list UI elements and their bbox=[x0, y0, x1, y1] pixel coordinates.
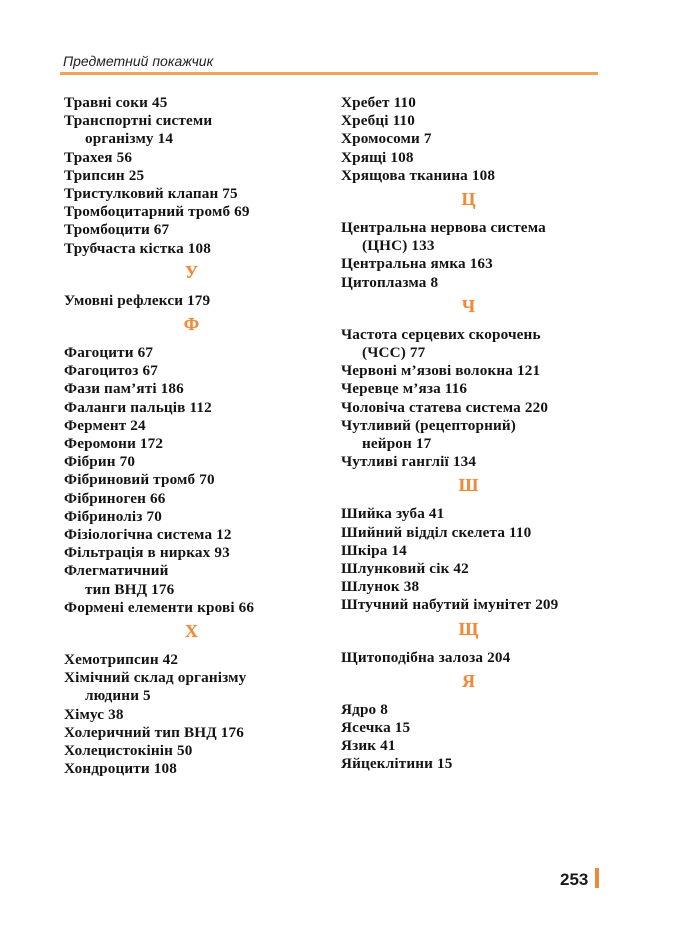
index-entry bbox=[64, 599, 324, 617]
index-letter-heading: Я bbox=[462, 670, 475, 691]
index-entry-term: Фагоцитоз 67 bbox=[64, 362, 158, 380]
index-entry bbox=[341, 524, 611, 542]
index-entry bbox=[64, 490, 324, 508]
index-entry-continuation: (ЦНС) 133 bbox=[362, 237, 435, 255]
index-entry bbox=[341, 362, 611, 380]
index-group bbox=[64, 651, 324, 778]
index-group bbox=[341, 505, 611, 614]
index-entry bbox=[64, 669, 324, 705]
index-entry-term: Ядро 8 bbox=[341, 700, 388, 718]
index-entry-term: Червоні м’язові волокна 121 bbox=[341, 362, 541, 380]
index-entry-term: Фібриноліз 70 bbox=[64, 507, 162, 525]
index-entry bbox=[64, 417, 324, 435]
index-letter-heading: Ф bbox=[183, 314, 200, 335]
index-entry-term: Формені елементи крові 66 bbox=[64, 598, 255, 616]
index-group bbox=[341, 326, 611, 472]
index-entry bbox=[64, 362, 324, 380]
index-entry-term: Трубчаста кістка 108 bbox=[64, 239, 212, 257]
index-entry bbox=[341, 94, 611, 112]
index-entry bbox=[64, 112, 324, 148]
index-entry bbox=[64, 742, 324, 760]
index-entry bbox=[64, 526, 324, 544]
index-entry-term: Хімус 38 bbox=[64, 705, 124, 723]
index-group bbox=[341, 701, 611, 774]
index-entry bbox=[341, 417, 611, 453]
index-entry bbox=[64, 221, 324, 239]
index-entry-term: Фібрин 70 bbox=[64, 453, 136, 471]
index-entry-term: Феромони 172 bbox=[64, 435, 164, 453]
index-entry bbox=[64, 724, 324, 742]
index-entry-term: Частота серцевих скорочень bbox=[341, 325, 541, 343]
index-entry-term: Фібриновий тромб 70 bbox=[64, 471, 215, 489]
index-entry bbox=[64, 149, 324, 167]
index-group bbox=[341, 219, 611, 292]
index-entry bbox=[64, 562, 324, 598]
index-entry bbox=[64, 292, 324, 310]
index-entry-term: Тристулковий клапан 75 bbox=[64, 185, 238, 203]
index-entry bbox=[341, 737, 611, 755]
index-entry bbox=[341, 380, 611, 398]
index-entry-term: Штучний набутий імунітет 209 bbox=[341, 596, 559, 614]
index-letter-heading: Ч bbox=[461, 295, 476, 316]
index-entry bbox=[341, 505, 611, 523]
index-entry-term: Хребет 110 bbox=[341, 94, 416, 111]
index-entry-term: Хрящова тканина 108 bbox=[341, 166, 496, 184]
index-entry bbox=[341, 755, 611, 773]
index-entry-term: Шийний відділ скелета 110 bbox=[341, 523, 532, 541]
index-entry-term: Фази пам’яті 186 bbox=[64, 380, 184, 398]
index-letter-heading: Х bbox=[185, 621, 198, 642]
index-entry-term: Флегматичний bbox=[64, 562, 169, 580]
index-entry bbox=[64, 240, 324, 258]
index-entry bbox=[341, 219, 611, 255]
index-entry bbox=[64, 508, 324, 526]
index-entry bbox=[341, 542, 611, 560]
index-entry-continuation: організму 14 bbox=[85, 130, 174, 148]
index-entry bbox=[341, 149, 611, 167]
index-entry-term: Фагоцити 67 bbox=[64, 344, 154, 362]
index-entry-term: Чутливий (рецепторний) bbox=[341, 416, 516, 434]
index-group bbox=[341, 649, 611, 667]
index-entry bbox=[341, 719, 611, 737]
index-entry-term: Черевце м’яза 116 bbox=[341, 380, 468, 398]
index-entry-term: Фермент 24 bbox=[64, 416, 146, 434]
running-header-title: Предметний покажчик bbox=[63, 53, 214, 69]
index-entry bbox=[64, 399, 324, 417]
page-number-accent-bar bbox=[595, 868, 599, 888]
index-entry-term: Фільтрація в нирках 93 bbox=[64, 544, 230, 562]
index-entry-term: Язик 41 bbox=[341, 737, 396, 755]
index-entry bbox=[341, 596, 611, 614]
index-entry-term: Трахея 56 bbox=[64, 148, 133, 166]
index-entry-term: Холецистокінін 50 bbox=[64, 742, 193, 760]
index-entry-term: Чутливі ганглії 134 bbox=[341, 453, 477, 471]
index-entry-term: Хребці 110 bbox=[341, 112, 415, 130]
index-group bbox=[64, 94, 324, 258]
index-entry bbox=[341, 112, 611, 130]
index-entry bbox=[341, 130, 611, 148]
index-entry bbox=[64, 706, 324, 724]
index-entry-continuation: людини 5 bbox=[85, 687, 151, 705]
index-group bbox=[64, 344, 324, 617]
index-entry bbox=[64, 760, 324, 778]
index-column-right bbox=[341, 94, 611, 774]
index-entry bbox=[341, 274, 611, 292]
index-entry-term: Фібриноген 66 bbox=[64, 489, 166, 507]
index-entry-term: Фаланги пальців 112 bbox=[64, 398, 212, 416]
index-entry-term: Тромбоцити 67 bbox=[64, 221, 170, 239]
index-letter-heading: Щ bbox=[458, 618, 479, 639]
header-rule bbox=[60, 72, 598, 75]
index-group bbox=[64, 292, 324, 310]
index-column-left bbox=[64, 94, 324, 779]
index-entry bbox=[64, 167, 324, 185]
index-entry bbox=[341, 453, 611, 471]
index-entry-term: Трипсин 25 bbox=[64, 166, 145, 184]
index-entry-term: Хромосоми 7 bbox=[341, 130, 432, 148]
page-number: 253 bbox=[560, 870, 589, 889]
index-letter-heading: У bbox=[184, 261, 199, 282]
index-entry-continuation: тип ВНД 176 bbox=[85, 580, 175, 598]
index-entry-term: Шийка зуба 41 bbox=[341, 505, 445, 523]
index-entry-term: Хондроцити 108 bbox=[64, 760, 177, 778]
index-entry-term: Холеричний тип ВНД 176 bbox=[64, 723, 244, 741]
index-entry-term: Цитоплазма 8 bbox=[341, 273, 439, 291]
index-entry bbox=[341, 560, 611, 578]
index-entry bbox=[341, 326, 611, 362]
index-entry-continuation: нейрон 17 bbox=[362, 435, 432, 453]
index-entry bbox=[64, 651, 324, 669]
index-entry bbox=[341, 701, 611, 719]
index-group bbox=[341, 94, 611, 185]
index-entry bbox=[64, 203, 324, 221]
index-entry-term: Центральна ямка 163 bbox=[341, 255, 493, 273]
index-entry bbox=[64, 380, 324, 398]
index-entry-term: Ясечка 15 bbox=[341, 719, 411, 737]
index-entry-term: Чоловіча статева система 220 bbox=[341, 398, 549, 416]
index-entry-term: Умовні рефлекси 179 bbox=[64, 291, 211, 309]
index-entry-term: Щитоподібна залоза 204 bbox=[341, 648, 511, 666]
index-entry bbox=[64, 471, 324, 489]
index-entry-term: Травні соки 45 bbox=[64, 94, 168, 111]
index-entry bbox=[64, 185, 324, 203]
index-entry-term: Центральна нервова система bbox=[341, 219, 546, 237]
index-entry-term: Шлунок 38 bbox=[341, 578, 420, 596]
index-entry bbox=[64, 435, 324, 453]
index-entry-term: Хемотрипсин 42 bbox=[64, 651, 179, 669]
index-entry-term: Яйцеклітини 15 bbox=[341, 755, 453, 773]
index-entry-continuation: (ЧСС) 77 bbox=[362, 344, 426, 362]
index-entry bbox=[64, 344, 324, 362]
index-entry-term: Хімічний склад організму bbox=[64, 669, 247, 687]
index-entry bbox=[341, 255, 611, 273]
index-entry bbox=[64, 94, 324, 112]
index-entry bbox=[341, 578, 611, 596]
index-entry-term: Хрящі 108 bbox=[341, 148, 414, 166]
index-entry-term: Фізіологічна система 12 bbox=[64, 526, 232, 544]
index-entry bbox=[64, 453, 324, 471]
index-entry bbox=[64, 544, 324, 562]
index-entry-term: Транспортні системи bbox=[64, 112, 213, 130]
index-letter-heading: Ц bbox=[461, 189, 476, 210]
index-entry bbox=[341, 167, 611, 185]
index-entry bbox=[341, 649, 611, 667]
index-entry-term: Шлунковий сік 42 bbox=[341, 560, 469, 578]
index-entry-term: Шкіра 14 bbox=[341, 541, 407, 559]
index-entry-term: Тромбоцитарний тромб 69 bbox=[64, 203, 250, 221]
index-letter-heading: Ш bbox=[458, 475, 479, 496]
index-entry bbox=[341, 399, 611, 417]
